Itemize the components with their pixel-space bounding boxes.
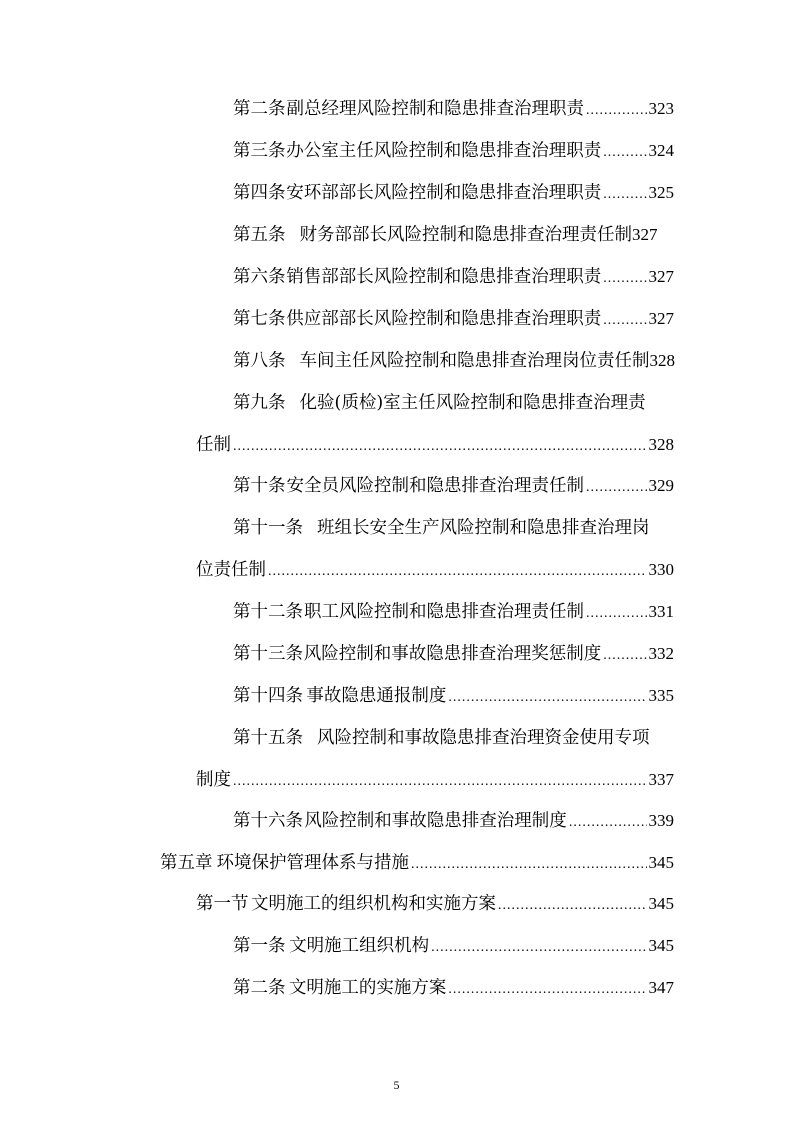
toc-entry-page: 330 (648, 560, 674, 579)
toc-entry-label: 第十条 (233, 476, 286, 496)
toc-entry-page: 324 (648, 141, 674, 160)
toc-entry-title: 办公室主任风险控制和隐患排查治理职责 (286, 141, 602, 161)
toc-entry-label: 第五条 (233, 225, 286, 245)
toc-entry-title: 安全员风险控制和隐患排查治理责任制 (286, 476, 585, 496)
toc-entry-page: 332 (648, 644, 674, 663)
toc-entry-title: 供应部部长风险控制和隐患排查治理职责 (286, 309, 602, 329)
toc-chapter[interactable] (160, 849, 674, 877)
toc-entry-title: 销售部部长风险控制和隐患排查治理职责 (286, 267, 602, 287)
toc-entry-title-cont: 任制 (196, 435, 231, 455)
toc-leader-dots (603, 181, 646, 209)
toc-leader-dots (431, 934, 646, 962)
toc-entry[interactable] (233, 305, 674, 333)
toc-entry-label: 第六条 (233, 267, 286, 287)
toc-entry-title: 财务部部长风险控制和隐患排查治理责任制 (299, 225, 632, 245)
toc-entry-title: 风险控制和事故隐患排查治理资金使用专项 (317, 728, 650, 748)
toc-entry-title-cont: 制度 (196, 770, 231, 790)
toc-entry-page: 347 (648, 978, 674, 997)
toc-entry-title: 副总经理风险控制和隐患排查治理职责 (286, 99, 585, 119)
toc-entry-page: 327 (648, 309, 674, 328)
toc-leader-dots (586, 600, 646, 628)
toc-entry[interactable] (233, 640, 674, 668)
toc-entry-title: 车间主任风险控制和隐患排查治理岗位责任制 (299, 351, 650, 371)
toc-entry-title: 职工风险控制和隐患排查治理责任制 (304, 602, 585, 622)
toc-entry-page: 345 (648, 936, 674, 955)
toc-entry-title: 事故隐患通报制度 (306, 686, 447, 706)
toc-entry-page: 327 (632, 225, 658, 244)
toc-leader-dots (268, 558, 647, 586)
toc-entry[interactable] (233, 137, 674, 165)
toc-entry-page: 328 (648, 435, 674, 454)
toc-entry-title: 化验(质检)室主任风险控制和隐患排查治理责 (299, 393, 646, 413)
toc-entry-label: 第四条 (233, 183, 286, 203)
toc-entry-label: 第十四条 (233, 686, 303, 706)
toc-entry-title: 文明施工组织机构 (289, 936, 430, 956)
toc-leader-dots (603, 642, 646, 670)
toc-leader-dots (603, 307, 646, 335)
toc-entry[interactable] (233, 221, 674, 249)
toc-entry-label: 第七条 (233, 309, 286, 329)
toc-entry-label: 第九条 (233, 393, 286, 413)
toc-leader-dots (586, 97, 646, 125)
toc-entry[interactable] (233, 724, 674, 752)
toc-entry-title: 安环部部长风险控制和隐患排查治理职责 (286, 183, 602, 203)
toc-leader-dots (448, 976, 646, 1004)
page-number: 5 (393, 1078, 400, 1092)
toc-leader-dots (498, 892, 646, 920)
toc-leader-dots (603, 139, 646, 167)
toc-entry[interactable] (233, 263, 674, 291)
toc-entry-page: 337 (648, 770, 674, 789)
toc-entry-label: 第十三条 (233, 644, 303, 664)
toc-entry[interactable] (233, 472, 674, 500)
toc-entry-page: 345 (648, 853, 674, 872)
toc-entry[interactable] (233, 389, 674, 417)
toc-entry-title: 环境保护管理体系与措施 (216, 853, 409, 873)
toc-entry-page: 323 (648, 99, 674, 118)
toc-entry-page: 327 (648, 267, 674, 286)
toc-entry[interactable] (233, 179, 674, 207)
toc-entry-page: 335 (648, 686, 674, 705)
toc-entry-title: 风险控制和事故隐患排查治理奖惩制度 (303, 644, 602, 664)
toc-entry-label: 第十五条 (233, 728, 303, 748)
toc-entry-title: 文明施工的组织机构和实施方案 (251, 894, 497, 914)
toc-entry-label: 第五章 (160, 853, 213, 873)
toc-leader-dots (233, 768, 647, 796)
toc-leader-dots (603, 265, 646, 293)
toc-entry[interactable] (233, 347, 699, 375)
toc-leader-dots (411, 851, 647, 879)
toc-leader-dots (448, 684, 646, 712)
toc-entry-page: 331 (648, 602, 674, 621)
toc-leader-dots (233, 433, 647, 461)
toc-entry-label: 第十六条 (233, 811, 303, 831)
toc-leader-dots (586, 474, 646, 502)
toc-entry-label: 第八条 (233, 351, 286, 371)
toc-entry-label: 第三条 (233, 141, 286, 161)
toc-entry-page: 329 (648, 476, 674, 495)
toc-leader-dots (569, 809, 647, 837)
toc-section[interactable] (196, 890, 674, 918)
toc-entry[interactable] (233, 974, 674, 1002)
toc-entry-page: 339 (648, 811, 674, 830)
toc-entry[interactable] (233, 682, 674, 710)
toc-entry-label: 第十二条 (233, 602, 303, 622)
toc-entry[interactable] (233, 598, 674, 626)
toc-entry-page: 345 (648, 894, 674, 913)
toc-entry-continuation[interactable] (196, 431, 674, 459)
toc-entry-title-cont: 位责任制 (196, 560, 266, 580)
toc-entry[interactable] (233, 514, 674, 542)
toc-entry-label: 第十一条 (233, 518, 303, 538)
toc-entry[interactable] (233, 932, 674, 960)
toc-entry[interactable] (233, 807, 674, 835)
toc-entry-page: 328 (649, 351, 675, 370)
toc-entry-label: 第一条 (233, 936, 286, 956)
toc-entry-title: 班组长安全生产风险控制和隐患排查治理岗 (317, 518, 650, 538)
toc-entry-continuation[interactable] (196, 766, 674, 794)
toc-entry-title: 风险控制和事故隐患排查治理制度 (304, 811, 567, 831)
toc-entry-continuation[interactable] (196, 556, 674, 584)
toc-entry-title: 文明施工的实施方案 (288, 978, 447, 998)
toc-entry-label: 第一节 (196, 894, 249, 914)
toc-entry-label: 第二条 (233, 978, 286, 998)
toc-entry-page: 325 (648, 183, 674, 202)
toc-entry[interactable] (233, 95, 674, 123)
toc-entry-label: 第二条 (233, 99, 286, 119)
